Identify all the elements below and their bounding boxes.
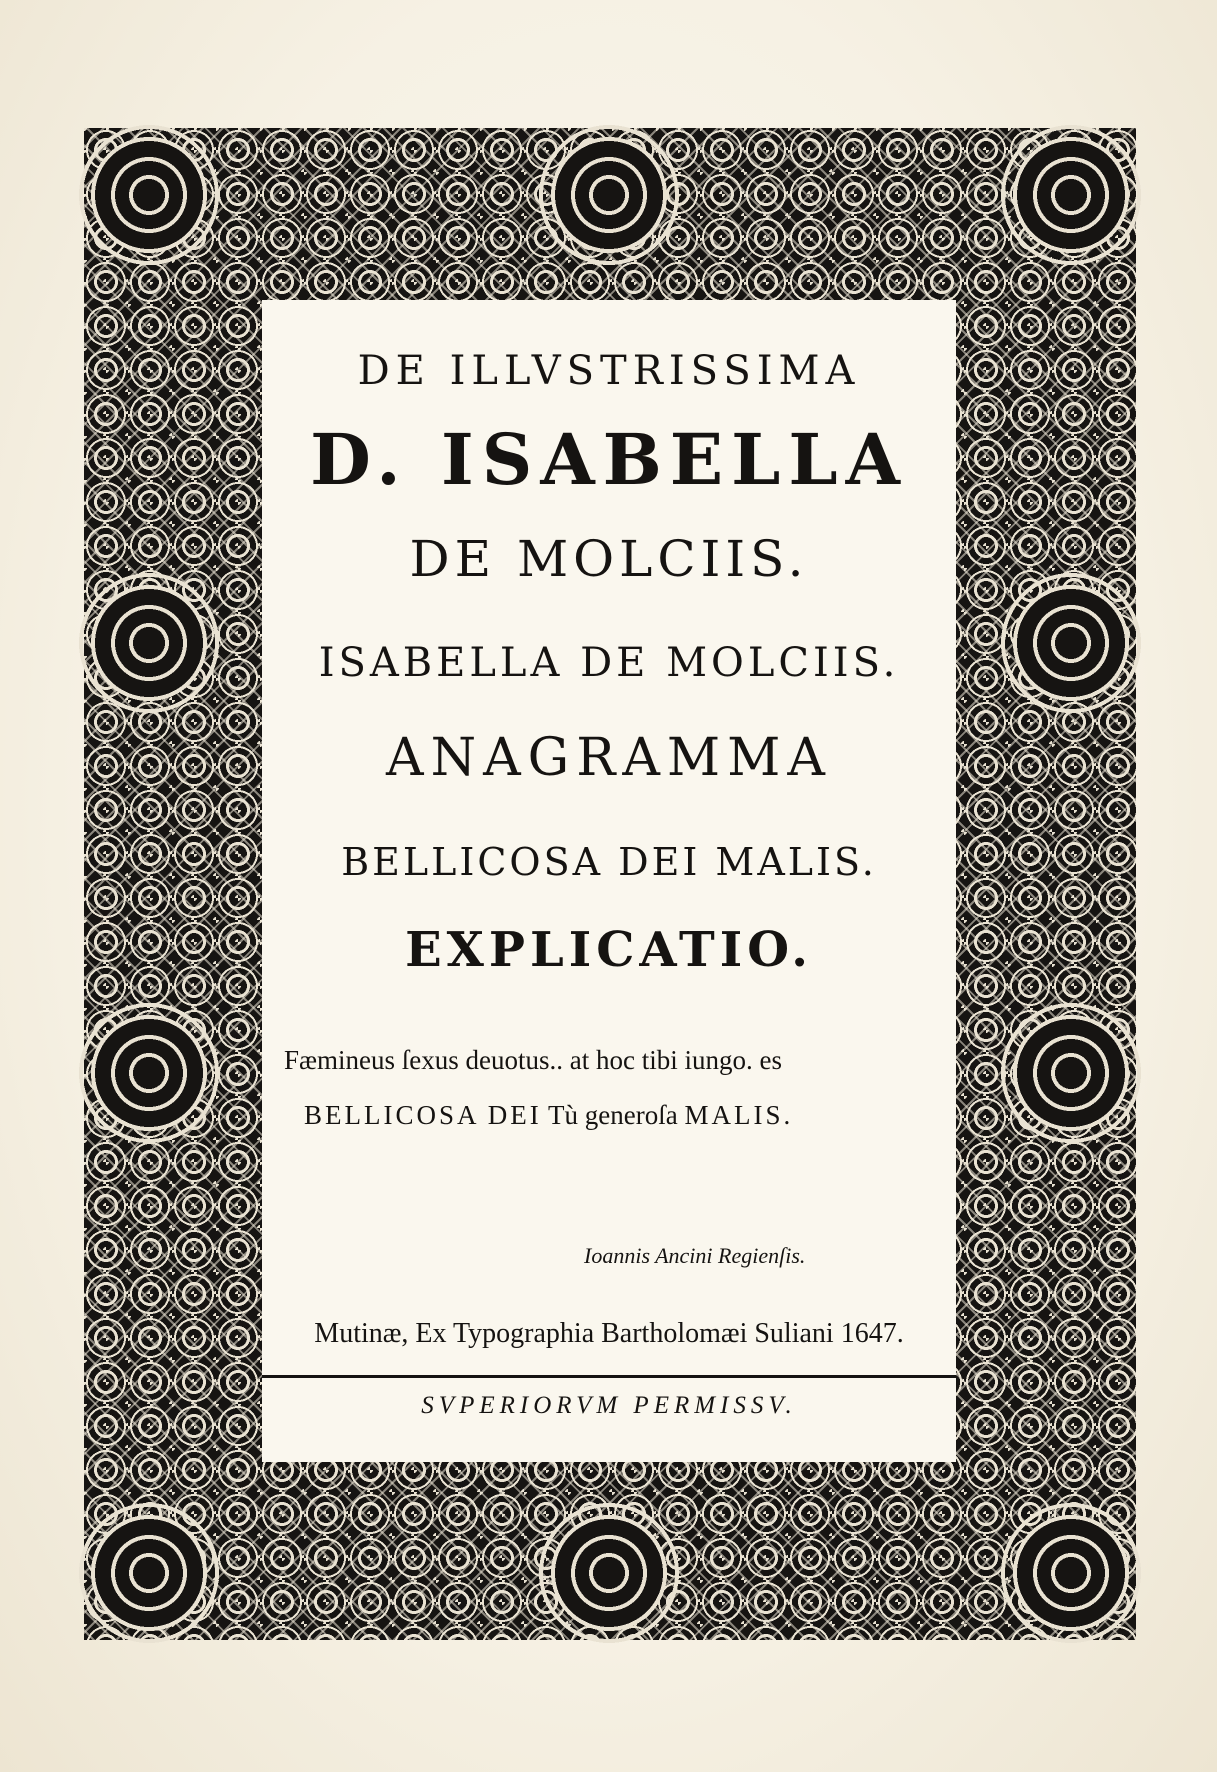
text-panel [262, 300, 956, 1462]
verse-caps-a: BELLICOSA DEI [304, 1100, 542, 1130]
heading-dedication: DE ILLVSTRISSIMA [357, 348, 861, 394]
imprint-line: Mutinæ, Ex Typographia Bartholomæi Suliani 1647. [314, 1318, 904, 1349]
heading-explicatio: EXPLICATIO. [405, 922, 813, 978]
corner-ornament-top-right [996, 120, 1146, 270]
corner-ornament-bottom-left [74, 1498, 224, 1648]
corner-ornament-top-left [74, 120, 224, 270]
verse-middle: Tù generoſa [541, 1100, 685, 1130]
heading-anagramma: ANAGRAMMA [386, 728, 832, 788]
verse-line-2 [304, 1100, 793, 1131]
ornament-right-lower [996, 998, 1146, 1148]
corner-ornament-bottom-right [996, 1498, 1146, 1648]
ornament-left-upper [74, 568, 224, 718]
ornament-left-lower [74, 998, 224, 1148]
heading-family: DE MOLCIIS. [409, 530, 809, 588]
permission-line: SVPERIORVM PERMISSV. [421, 1392, 797, 1419]
ornament-bottom-center [534, 1498, 684, 1648]
divider-rule [262, 1375, 956, 1378]
ornament-right-upper [996, 568, 1146, 718]
ornament-top-center [534, 120, 684, 270]
author-signature: Ioannis Ancini Regienſis. [584, 1243, 806, 1268]
verse-caps-b: MALIS. [684, 1100, 794, 1130]
verse-line-1: Fæmineus ſexus deuotus.. at hoc tibi iungo. es [284, 1045, 782, 1075]
heading-name: D. ISABELLA [310, 418, 908, 501]
subject-name: ISABELLA DE MOLCIIS. [318, 640, 900, 686]
anagram-text: BELLICOSA DEI MALIS. [341, 840, 877, 884]
